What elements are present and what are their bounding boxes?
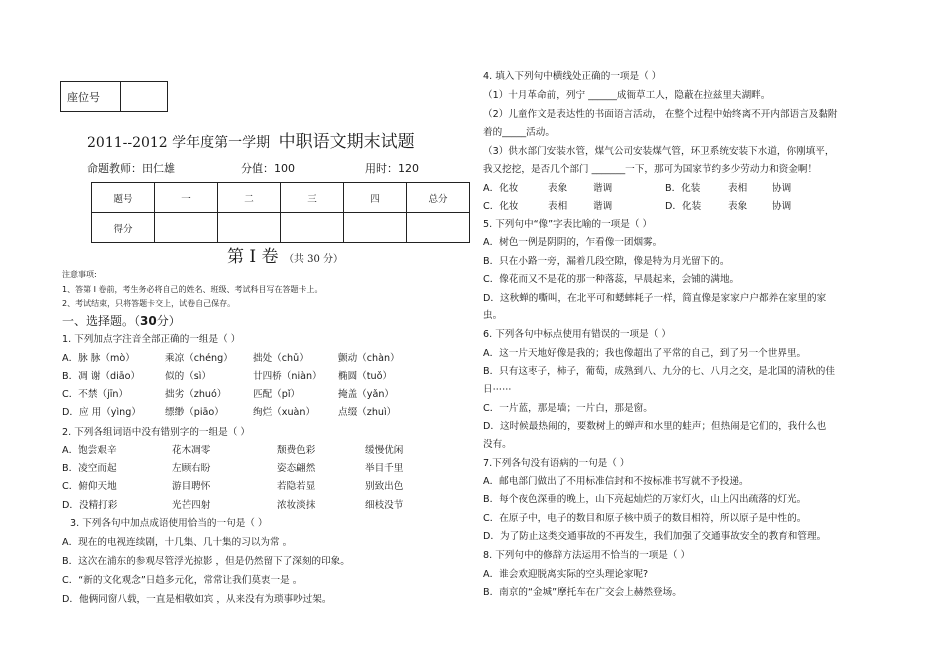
- score-cell[interactable]: [218, 213, 281, 243]
- option: 若隐若显: [277, 481, 316, 492]
- option: 似的（sì）: [165, 371, 212, 382]
- score-col: 二: [218, 183, 281, 213]
- option-cont: 日⋯⋯: [483, 384, 512, 395]
- option: C．像花而又不是花的那一种落蕊，早晨起来，会铺的满地。: [483, 274, 740, 285]
- option: B．只有这枣子，柿子，葡萄，成熟到八、九分的七、八月之交，是北国的清秋的佳: [483, 366, 835, 377]
- option: B．化装: [665, 183, 701, 194]
- option: 表相: [548, 201, 568, 212]
- option-cont: 虫。: [483, 310, 503, 321]
- exam-title: 中职语文期末试题: [278, 132, 415, 152]
- option: A．现在的电视连续剧，十几集、几十集的习以为常 。: [62, 537, 293, 548]
- q1-stem: 1. 下列加点字注音全部正确的一组是（ ）: [62, 334, 241, 345]
- option: B．凌空而起: [62, 463, 117, 474]
- option: 拙处（chǔ）: [253, 353, 309, 364]
- seat-number-box: [60, 81, 168, 112]
- option: B．这次在浦东的参观尽管浮光掠影 ，但是仍然留下了深刻的印象。: [62, 556, 350, 567]
- exam-score: 分值：100: [241, 162, 295, 175]
- option: A．邮电部门做出了不用标准信封和不按标准书写就不予投递。: [483, 476, 749, 487]
- option: A．饱尝艰辛: [62, 445, 117, 456]
- exam-year: 2011--2012 学年度第一学期: [87, 135, 271, 151]
- option: 细枝没节: [365, 500, 404, 511]
- q4-line: 着的_____活动。: [483, 127, 555, 138]
- option: 表相: [728, 183, 748, 194]
- volume-name: 第 Ⅰ 卷: [227, 247, 279, 267]
- score-cell[interactable]: [281, 213, 344, 243]
- option: B．只在小路一旁，漏着几段空隙，像是特为月光留下的。: [483, 256, 730, 267]
- score-col: 总分: [407, 183, 470, 213]
- option: 游目聘怀: [172, 481, 211, 492]
- option: 绚烂（xuàn）: [253, 407, 316, 418]
- option: 举目千里: [365, 463, 404, 474]
- score-col: 四: [344, 183, 407, 213]
- section-label: 一、选择题。（: [62, 314, 141, 328]
- option: 花木凋零: [172, 445, 211, 456]
- score-col: 三: [281, 183, 344, 213]
- option: 谐调: [593, 201, 613, 212]
- score-row-label: 得分: [92, 213, 155, 243]
- q5-stem: 5. 下列句中“像”字表比喻的一项是（ ）: [483, 219, 653, 230]
- q8-stem: 8. 下列句中的修辞方法运用不恰当的一项是（ ）: [483, 550, 691, 561]
- option: 缥缈（piāo）: [165, 407, 224, 418]
- exam-teacher: 命题教师：田仁雄: [87, 162, 175, 175]
- score-table-row: [92, 213, 470, 243]
- option: D．这秋蝉的嘶叫，在北平可和蟋蟀耗子一样，简直像是家家户户都养在家里的家: [483, 293, 827, 304]
- option: C．一片蓝，那是墙；一片白，那是窗。: [483, 403, 653, 414]
- volume-title: [227, 242, 343, 267]
- option: D．他俩同窗八载，一直是相敬如宾 ，从来没有为琐事吵过架。: [62, 594, 332, 605]
- score-cell[interactable]: [344, 213, 407, 243]
- option: A．谁会欢迎脱离实际的空头理论家呢?: [483, 569, 649, 580]
- option: D．应 用（yìng）: [62, 407, 141, 418]
- option: D．化装: [665, 201, 702, 212]
- option: 别致出色: [365, 481, 404, 492]
- option: 浓妆淡抹: [277, 500, 316, 511]
- score-cell[interactable]: [407, 213, 470, 243]
- option: 椭圆（tuǒ）: [338, 371, 393, 382]
- option: 协调: [772, 183, 792, 194]
- q4-stem: 4. 填入下列句中横线处正确的一项是（ ）: [483, 71, 662, 82]
- option: A．树色一例是阴阴的，乍看像一团烟雾。: [483, 237, 663, 248]
- option: 乘凉（chéng）: [165, 353, 233, 364]
- option: D．为了防止这类交通事故的不再发生，我们加强了交通事故安全的教育和管理。: [483, 531, 827, 542]
- option: A．这一片天地好像是我的；我也像超出了平常的自己，到了另一个世界里。: [483, 348, 807, 359]
- option: D．没精打彩: [62, 500, 118, 511]
- option: 姿态翩然: [277, 463, 316, 474]
- option: 缓慢优闲: [365, 445, 404, 456]
- option: 谐调: [593, 183, 613, 194]
- option: 掩盖（yǎn）: [338, 389, 395, 400]
- option: 颓费色彩: [277, 445, 316, 456]
- q2-stem: 2. 下列各组词语中没有错别字的一组是（ ）: [62, 427, 250, 438]
- section-points: 30: [140, 314, 157, 328]
- option: 光芒四射: [172, 500, 211, 511]
- option: B．凋 谢（diāo）: [62, 371, 141, 382]
- option: 表象: [728, 201, 748, 212]
- option: 左顾右盼: [172, 463, 211, 474]
- option: A．脉 脉（mò）: [62, 353, 135, 364]
- score-col: 一: [155, 183, 218, 213]
- seat-number-field[interactable]: [121, 82, 168, 112]
- q3-stem: 3. 下列各句中加点成语使用恰当的一句是（ ）: [70, 518, 268, 529]
- option: C．在原子中，电子的数目和原子核中质子的数目相符，所以原子是中性的。: [483, 513, 807, 524]
- option: A．化妆: [483, 183, 519, 194]
- option: B．每个夜色深垂的晚上，山下亮起灿烂的万家灯火，山上闪出疏落的灯光。: [483, 494, 807, 505]
- q4-line: 我又挖挖，是否几个部门 _______一下，那可为国家节约多少劳动力和资金啊！: [483, 164, 818, 175]
- seat-label: 座位号: [61, 82, 121, 112]
- score-col: 题号: [92, 183, 155, 213]
- score-table-header: [92, 183, 470, 213]
- score-table: [91, 182, 470, 243]
- option: B．南京的“金城”摩托车在广交会上赫然登场。: [483, 587, 682, 598]
- option: 拙劣（zhuó）: [165, 389, 227, 400]
- option: 表象: [548, 183, 568, 194]
- option-cont: 没有。: [483, 439, 512, 450]
- option: C．不禁（jīn）: [62, 389, 129, 400]
- option: 点缀（zhuì）: [338, 407, 397, 418]
- option: 廿四桥（niàn）: [253, 371, 322, 382]
- section-close: 分）: [156, 314, 181, 328]
- q6-stem: 6. 下列各句中标点使用有错误的一项是（ ）: [483, 329, 671, 340]
- q4-line: （2）儿童作文是表达性的书面语言活动， 在整个过程中始终离不开内部语言及黏附: [483, 109, 838, 120]
- q7-stem: 7.下列各句没有语病的一句是（ ）: [483, 458, 630, 469]
- q4-line: （3）供水部门安装水管，煤气公司安装煤气管，环卫系统安装下水道，你刚填平，: [483, 146, 835, 157]
- exam-time: 用时：120: [365, 162, 419, 175]
- option: 颤动（chàn）: [338, 353, 400, 364]
- option: C．“新的文化观念”日趋多元化，常常让我们莫衷一是 。: [62, 575, 303, 586]
- option: C．化妆: [483, 201, 519, 212]
- section-1-title: [62, 312, 181, 329]
- q4-line: （1）十月革命前，列宁 ______成衙草工人，隐蔽在拉兹里夫湖畔。: [483, 90, 771, 101]
- note-2: 2、考试结束，只将答题卡交上，试卷自己保存。: [62, 299, 236, 308]
- notes-heading: 注意事项:: [62, 270, 97, 279]
- option: 匹配（pǐ）: [253, 389, 301, 400]
- note-1: 1、答第 Ⅰ 卷前，考生务必将自己的姓名、班级、考试科目写在答题卡上。: [62, 285, 323, 294]
- option: C．俯仰天地: [62, 481, 117, 492]
- exam-header: [87, 127, 415, 152]
- option: D．这时候最热闹的，要数树上的蝉声和水里的蛙声；但热闹是它们的，我什么也: [483, 421, 827, 432]
- option: 协调: [772, 201, 792, 212]
- score-cell[interactable]: [155, 213, 218, 243]
- volume-points: （共 30 分）: [283, 254, 344, 265]
